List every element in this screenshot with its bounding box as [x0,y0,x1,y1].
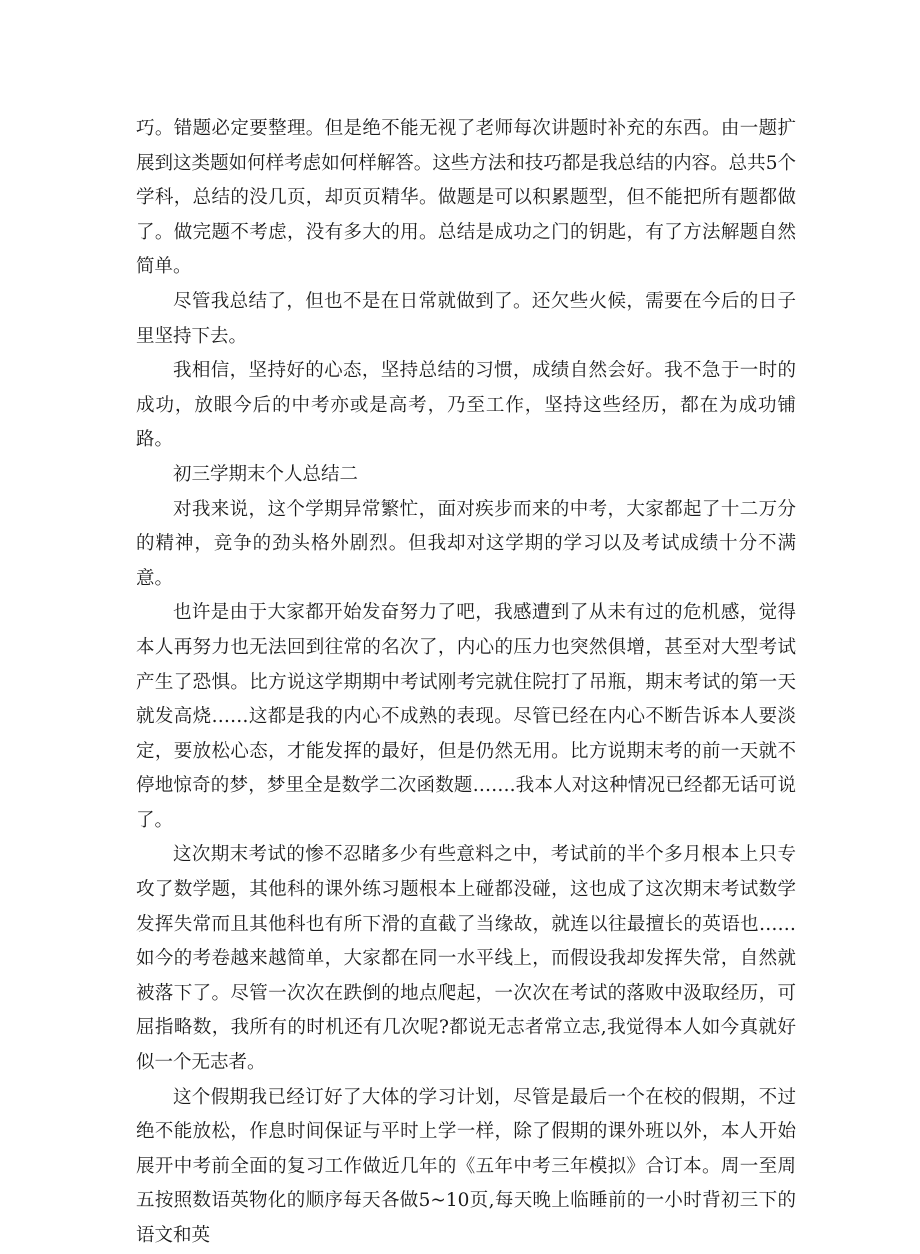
paragraph: 也许是由于大家都开始发奋努力了吧，我感遭到了从未有过的危机感，觉得本人再努力也无法回到往常的名次了，内心的压力也突然俱增，甚至对大型考试产生了恐惧。比方说这学期期中考试刚考完就住院打了吊瓶，期末考试的第一天就发高烧……这都是我的内心不成熟的表现。尽管已经在内心不断告诉本人要淡定，要放松心态，才能发挥的最好，但是仍然无用。比方说期末考的前一天就不停地惊奇的梦，梦里全是数学二次函数题…….我本人对这种情况已经都无话可说了。 [136,602,796,831]
paragraph-continuation: 巧。错题必定要整理。但是绝不能无视了老师每次讲题时补充的东西。由一题扩展到这类题如何样考虑如何样解答。这些方法和技巧都是我总结的内容。总共5个学科，总结的没几页，却页页精华。做题是可以积累题型，但不能把所有题都做了。做完题不考虑，没有多大的用。总结是成功之门的钥匙，有了方法解题自然简单。 [136,118,796,278]
section-heading: 初三学期末个人总结二 [173,463,359,485]
paragraph: 尽管我总结了，但也不是在日常就做到了。还欠些火候，需要在今后的日子里坚持下去。 [136,290,796,347]
paragraph: 这个假期我已经订好了大体的学习计划，尽管是最后一个在校的假期，不过绝不能放松，作息时间保证与平时上学一样，除了假期的课外班以外，本人开始展开中考前全面的复习工作做近几年的《五年中考三年模拟》合订本。周一至周五按照数语英物化的顺序每天各做5~10页,每天晚上临睡前的一小时背初三下的语文和英 [136,1086,796,1246]
paragraph: 我相信，坚持好的心态，坚持总结的习惯，成绩自然会好。我不急于一时的成功，放眼今后的中考亦或是高考，乃至工作，坚持这些经历，都在为成功铺路。 [136,360,796,451]
paragraph: 这次期末考试的惨不忍睹多少有些意料之中，考试前的半个多月根本上只专攻了数学题，其他科的课外练习题根本上碰都没碰，这也成了这次期末考试数学发挥失常而且其他科也有所下滑的直截了当缘故，就连以往最擅长的英语也……如今的考卷越来越简单，大家都在同一水平线上，而假设我却发挥失常，自然就被落下了。尽管一次次在跌倒的地点爬起，一次次在考试的落败中汲取经历，可屈指略数，我所有的时机还有几次呢?都说无志者常立志,我觉得本人如今真就好似一个无志者。 [136,844,796,1074]
document-body [136,112,796,1254]
paragraph: 对我来说，这个学期异常繁忙，面对疾步而来的中考，大家都起了十二万分的精神，竞争的劲头格外剧烈。但我却对这学期的学习以及考试成绩十分不满意。 [136,498,796,589]
